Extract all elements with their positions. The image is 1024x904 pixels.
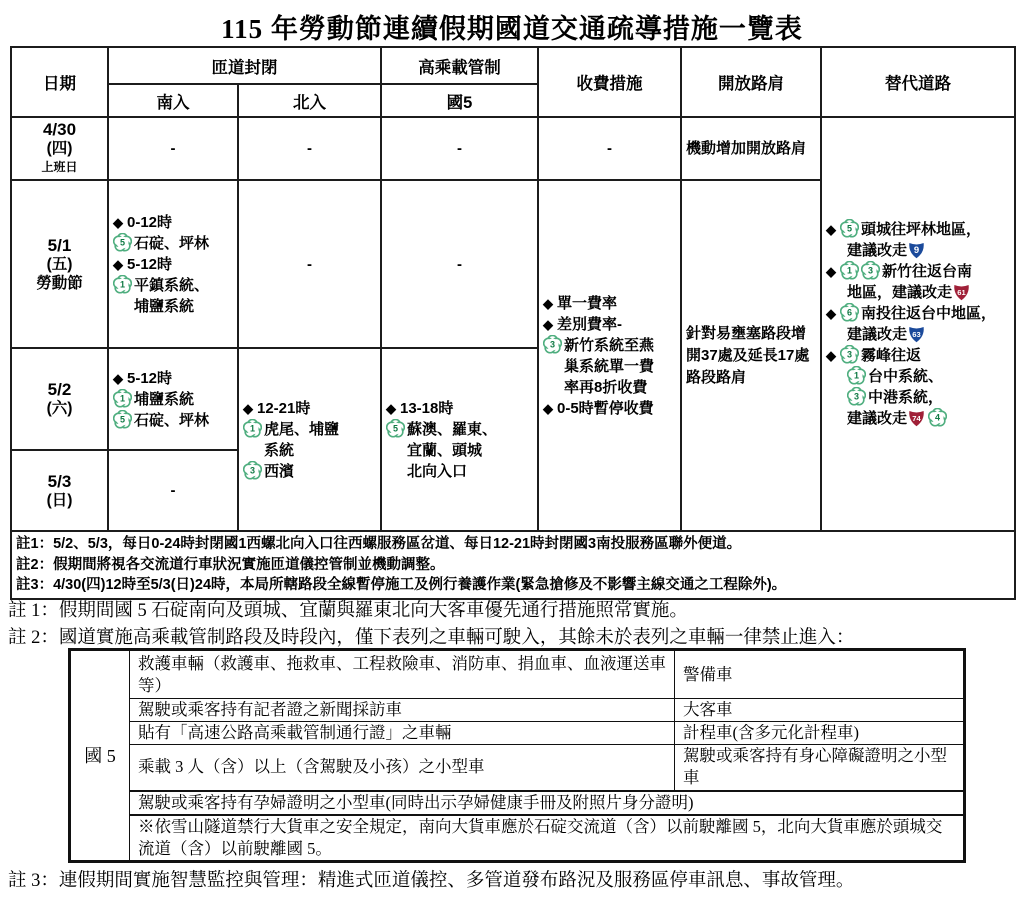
cell-line (826, 282, 1010, 303)
diamond-bullet: ◆ (543, 316, 553, 332)
date-weekday: (五) (46, 255, 73, 273)
provincial-route-63-icon (907, 324, 926, 343)
vehicle-rule-cell: 駕駛或乘客持有記者證之新聞採訪車 (130, 699, 675, 722)
date-weekday: (日) (46, 491, 73, 509)
national-route-6-icon (840, 303, 859, 322)
north-4-30-cell: - (238, 117, 381, 180)
svg-text:1: 1 (846, 265, 853, 276)
vehicle-rule-cell: 貼有「高速公路高乘載管制通行證」之車輛 (130, 722, 675, 745)
cell-text: 頭城往坪林地區， (861, 221, 982, 238)
cell-text: 西濱 (264, 462, 295, 480)
cell-line (826, 366, 1010, 387)
cell-line (113, 368, 233, 389)
date-label: 5/3 (47, 471, 72, 491)
date-label: 5/2 (47, 380, 72, 399)
shoulder-4-30-cell: 機動增加開放路肩 (681, 117, 821, 180)
south-5-2-cell (108, 348, 238, 450)
vehicle-rule-cell: 救護車輛（救護車、拖救車、工程救險車、消防車、捐血車、血液運送車等） (130, 650, 675, 699)
date-cell-5-3 (11, 450, 108, 531)
header-g5: 國5 (381, 84, 538, 117)
svg-text:3: 3 (867, 265, 874, 276)
cell-text: 0-12時 (127, 213, 173, 231)
date-cell-5-1 (11, 180, 108, 348)
header-shoulder: 開放路肩 (681, 47, 821, 117)
cell-line (386, 461, 533, 482)
date-cell-4-30 (11, 117, 108, 180)
cell-line (826, 345, 1010, 366)
national-route-1-icon (113, 389, 132, 408)
svg-text:5: 5 (846, 223, 853, 234)
vehicle-rule-cell: ※依雪山隧道禁行大貨車之安全規定，南向大貨車應於石碇交流道（含）以前駛離國 5，北向大貨車應於頭城交流道（含）以前駛離國 5。 (130, 815, 965, 862)
cell-line (243, 461, 376, 482)
svg-text:3: 3 (846, 349, 853, 360)
svg-text:3: 3 (853, 391, 860, 402)
cell-line (113, 212, 233, 233)
svg-text:4: 4 (935, 412, 941, 423)
header-hov-control: 高乘載管制 (381, 47, 538, 84)
diamond-bullet: ◆ (826, 348, 836, 363)
diamond-bullet: ◆ (243, 400, 253, 416)
vehicle-rule-cell: 計程車(含多元化計程車) (675, 722, 965, 745)
cell-line (826, 261, 1010, 282)
national-route-3-icon (847, 387, 866, 406)
cell-line (113, 296, 233, 317)
date-cell-5-2 (11, 348, 108, 450)
date-weekday: (四) (46, 140, 73, 157)
national-route-3-icon (861, 261, 880, 280)
south-5-1-cell (108, 180, 238, 348)
header-date: 日期 (11, 47, 108, 117)
national-route-1-icon (840, 261, 859, 280)
cell-text: 5-12時 (127, 255, 173, 273)
cell-line (543, 377, 676, 398)
cell-line (386, 398, 533, 419)
date-sub: 勞動節 (36, 274, 83, 292)
cell-text: 南投往返台中地區， (861, 305, 997, 322)
vehicle-permission-table (68, 648, 966, 863)
cell-text: 地區，建議改走 (847, 284, 953, 301)
south-5-3-cell: - (108, 450, 238, 531)
diamond-bullet: ◆ (826, 306, 836, 321)
svg-text:3: 3 (249, 465, 256, 476)
table-notes-cell (11, 531, 1015, 599)
page-title: 115 年勞動節連續假期國道交通疏導措施一覽表 (221, 14, 803, 44)
svg-text:5: 5 (119, 414, 126, 425)
cell-text: 石碇、坪林 (134, 411, 210, 429)
table-note-3: 註3：4/30(四)12時至5/3(日)24時，本局所轄路段全線暫停施工及例行養護作業(緊急搶修及不影響主線交通之工程除外)。 (16, 577, 787, 593)
cell-line (113, 275, 233, 296)
cell-text: 0-5時暫停收費 (557, 399, 654, 417)
date-label: 4/30 (42, 120, 77, 139)
header-south-in: 南入 (108, 84, 238, 117)
row-4-30 (11, 117, 1015, 180)
cell-text: 埔鹽系統 (134, 390, 195, 408)
header-row-1 (11, 47, 1015, 84)
cell-line (243, 419, 376, 440)
vehicle-rule-cell: 大客車 (675, 699, 965, 722)
diamond-bullet: ◆ (543, 400, 553, 416)
vehicle-rule-cell: 警備車 (675, 650, 965, 699)
national-route-3-icon (243, 461, 262, 480)
g5-5-1-cell: - (381, 180, 538, 348)
diamond-bullet: ◆ (113, 370, 123, 386)
cell-line (543, 293, 676, 314)
cell-line (243, 398, 376, 419)
diamond-bullet: ◆ (826, 264, 836, 279)
vehicle-row-6 (70, 815, 965, 862)
cell-text: 中港系統， (868, 389, 944, 406)
national-route-1-icon (243, 419, 262, 438)
diamond-bullet: ◆ (826, 222, 836, 237)
date-sub: 上班日 (41, 160, 78, 174)
toll-4-30-cell: - (538, 117, 681, 180)
svg-text:1: 1 (119, 393, 126, 404)
national-route-1-icon (113, 275, 132, 294)
cell-text: 建議改走 (847, 326, 908, 343)
cell-line (826, 408, 1010, 429)
cell-text: 12-21時 (257, 399, 311, 417)
national-route-5-icon (386, 419, 405, 438)
cell-text: 率再8折收費 (564, 378, 648, 396)
cell-text: 差別費率- (557, 315, 622, 333)
south-4-30-cell: - (108, 117, 238, 180)
cell-line (826, 219, 1010, 240)
vehicle-rule-cell: 駕駛或乘客持有身心障礙證明之小型車 (675, 745, 965, 791)
cell-text: 13-18時 (400, 399, 454, 417)
vehicle-row-3 (70, 722, 965, 745)
cell-line (243, 440, 376, 461)
vehicle-rule-cell: 駕駛或乘客持有孕婦證明之小型車(同時出示孕婦健康手冊及附照片身分證明) (130, 791, 965, 815)
provincial-route-9-icon (907, 240, 926, 259)
north-5-1-cell: - (238, 180, 381, 348)
cell-text: 霧峰往返 (861, 347, 922, 364)
bottom-note-1: 註 1：假期間國 5 石碇南向及頭城、宜蘭與羅東北向大客車優先通行措施照常實施。 (8, 601, 688, 621)
svg-text:3: 3 (549, 339, 556, 350)
cell-line (826, 240, 1010, 261)
svg-text:6: 6 (846, 307, 853, 318)
cell-line (543, 335, 676, 356)
svg-text:1: 1 (119, 279, 126, 290)
route-g5-label-cell: 國 5 (70, 650, 130, 862)
cell-text: 巢系統單一費 (564, 357, 655, 375)
cell-line (826, 387, 1010, 408)
national-route-5-icon (840, 219, 859, 238)
diamond-bullet: ◆ (543, 295, 553, 311)
traffic-measures-table (10, 46, 1016, 600)
cell-line (113, 233, 233, 254)
cell-line (386, 419, 533, 440)
svg-text:5: 5 (119, 237, 126, 248)
national-route-3-icon (840, 345, 859, 364)
diamond-bullet: ◆ (113, 214, 123, 230)
expressway-route-61-icon (952, 282, 971, 301)
cell-text: 系統 (264, 441, 295, 459)
bottom-note-3: 註 3：連假期間實施智慧監控與管理：精進式匝道儀控、多管道發布路況及服務區停車訊息、事故管理。 (8, 871, 855, 891)
toll-cell (538, 180, 681, 531)
svg-text:9: 9 (913, 244, 920, 256)
cell-text: 北向入口 (407, 462, 468, 480)
table-note-1: 註1：5/2、5/3，每日0-24時封閉國1西螺北向入口往西螺服務區岔道、每日12-21時封閉國3南投服務區聯外便道。 (16, 536, 742, 552)
cell-text: 5-12時 (127, 369, 173, 387)
svg-text:5: 5 (392, 423, 399, 434)
g5-5-2-5-3-cell (381, 348, 538, 531)
cell-text: 虎尾、埔鹽 (264, 420, 340, 438)
header-toll: 收費措施 (538, 47, 681, 117)
cell-text: 石碇、坪林 (134, 234, 210, 252)
vehicle-row-1 (70, 650, 965, 699)
national-route-3-icon (543, 335, 562, 354)
svg-text:1: 1 (249, 423, 256, 434)
svg-text:61: 61 (957, 287, 966, 297)
cell-text: 單一費率 (557, 294, 618, 312)
cell-line (543, 314, 676, 335)
national-route-5-icon (113, 410, 132, 429)
cell-text: 新竹往返台南 (882, 263, 973, 280)
header-ramp-closure: 匝道封閉 (108, 47, 381, 84)
vehicle-rule-cell: 乘載 3 人（含）以上（含駕駛及小孩）之小型車 (130, 745, 675, 791)
header-alt-roads: 替代道路 (821, 47, 1015, 117)
vehicle-row-2 (70, 699, 965, 722)
cell-text: 宜蘭、頭城 (407, 441, 483, 459)
vehicle-row-4 (70, 745, 965, 791)
cell-line (826, 324, 1010, 345)
national-route-1-icon (847, 366, 866, 385)
cell-line (386, 440, 533, 461)
diamond-bullet: ◆ (386, 400, 396, 416)
table-notes-row (11, 531, 1015, 599)
cell-line (113, 389, 233, 410)
cell-text: 新竹系統至燕 (564, 336, 655, 354)
svg-text:1: 1 (853, 370, 860, 381)
g5-4-30-cell: - (381, 117, 538, 180)
cell-text: 建議改走 (847, 410, 908, 427)
cell-text: 平鎮系統、 (134, 276, 210, 294)
date-weekday: (六) (46, 400, 73, 417)
cell-text: 埔鹽系統 (134, 297, 195, 315)
shoulder-cell: 針對易壅塞路段增開37處及延長17處路段路肩 (681, 180, 821, 531)
alt-roads-cell (821, 117, 1015, 531)
header-north-in: 北入 (238, 84, 381, 117)
cell-text: 台中系統、 (868, 368, 944, 385)
national-route-4-icon (928, 408, 947, 427)
bottom-note-2: 註 2：國道實施高乘載管制路段及時段內，僅下表列之車輛可駛入，其餘未於表列之車輛一律禁止進入： (8, 628, 855, 648)
cell-text: 蘇澳、羅東、 (407, 420, 498, 438)
national-route-5-icon (113, 233, 132, 252)
cell-line (113, 410, 233, 431)
cell-line (826, 303, 1010, 324)
diamond-bullet: ◆ (113, 256, 123, 272)
cell-line (543, 356, 676, 377)
svg-text:63: 63 (912, 329, 921, 339)
cell-line (543, 398, 676, 419)
date-label: 5/1 (47, 235, 72, 255)
expressway-route-74-icon (907, 408, 926, 427)
vehicle-row-5 (70, 791, 965, 815)
cell-text: 建議改走 (847, 242, 908, 259)
north-5-2-5-3-cell (238, 348, 381, 531)
table-note-2: 註2：假期間將視各交流道行車狀況實施匝道儀控管制並機動調整。 (16, 556, 445, 573)
cell-line (113, 254, 233, 275)
svg-text:74: 74 (912, 413, 921, 423)
